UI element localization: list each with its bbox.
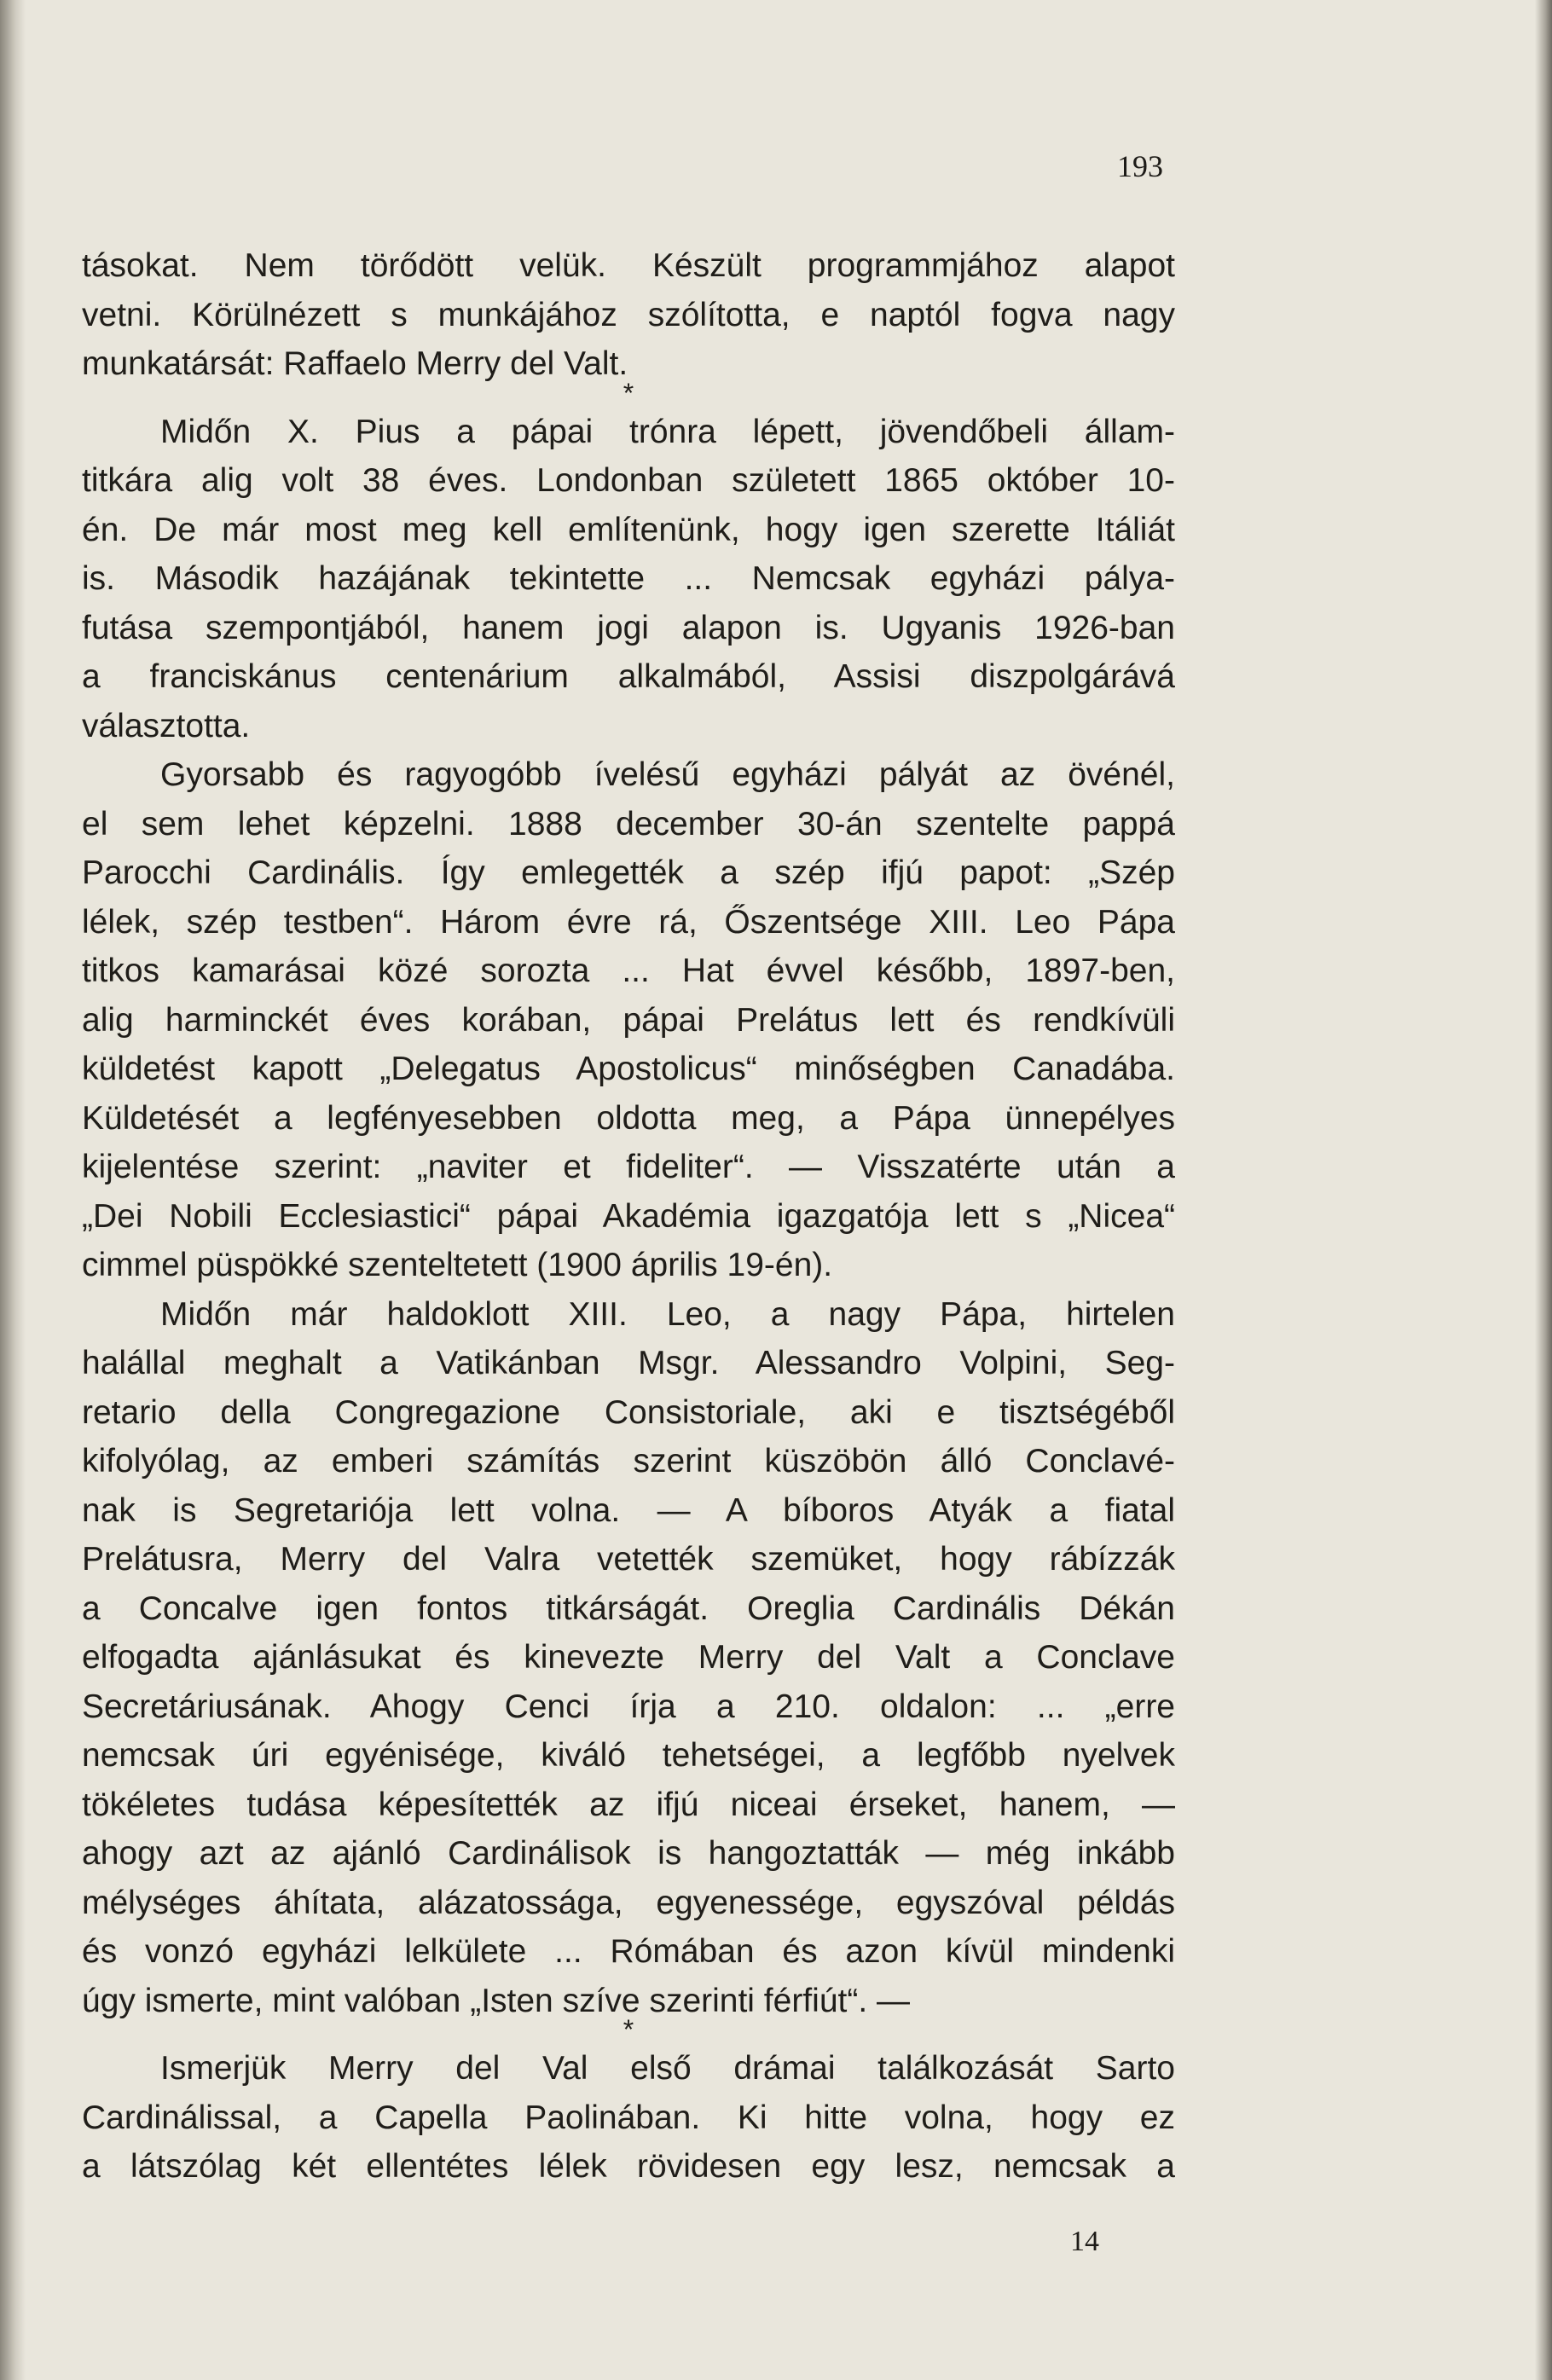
text-line: ahogy azt az ajánló Cardinálisok is hangoztatták — még inkább (82, 1835, 1175, 1872)
text-line: futása szempontjából, hanem jogi alapon is. Ugyanis 1926-ban (82, 609, 1175, 646)
page-left-shadow (0, 0, 26, 2380)
text-line: Parocchi Cardinális. Így emlegették a szép ifjú papot: „Szép (82, 854, 1175, 891)
text-line: „Dei Nobili Ecclesiastici“ pápai Akadémia igazgatója lett s „Nicea“ (82, 1197, 1175, 1235)
text-line: kijelentése szerint: „naviter et fideliter“. — Visszatérte után a (82, 1149, 1175, 1185)
text-line: tásokat. Nem törődött velük. Készült programmjához alapot (82, 247, 1175, 284)
text-line: is. Második hazájának tekintette ... Nemcsak egyházi pálya- (82, 560, 1175, 597)
text-line: mélységes áhítata, alázatossága, egyenessége, egyszóval példás (82, 1884, 1175, 1921)
text-line: Prelátusra, Merry del Valra vetették szemüket, hogy rábízzák (82, 1541, 1175, 1578)
text-line: Cardinálissal, a Capella Paolinában. Ki hitte volna, hogy ez (82, 2099, 1175, 2136)
text-line: küldetést kapott „Delegatus Apostolicus“ minőségben Canadába. (82, 1051, 1175, 1087)
text-line: Midőn X. Pius a pápai trónra lépett, jövendőbeli állam- (160, 413, 1175, 450)
text-line: el sem lehet képzelni. 1888 december 30-án szentelte pappá (82, 805, 1175, 843)
body-text (82, 241, 1175, 2192)
text-line: tökéletes tudása képesítették az ifjú niceai érseket, hanem, — (82, 1786, 1175, 1823)
text-line: elfogadta ajánlásukat és kinevezte Merry del Valt a Conclave (82, 1639, 1175, 1676)
page-right-shadow (1535, 0, 1552, 2380)
text-line: Gyorsabb és ragyogóbb ívelésű egyházi pályát az övénél, (160, 756, 1175, 793)
text-line: titkos kamarásai közé sorozta ... Hat évvel később, 1897-ben, (82, 953, 1175, 989)
text-line: úgy ismerte, mint valóban „Isten szíve szerinti férfiút“. — (82, 1982, 911, 2019)
text-line: vetni. Körülnézett s munkájához szólította, e naptól fogva nagy (82, 296, 1175, 333)
section-separator: * (623, 377, 634, 408)
text-line: Küldetését a legfényesebben oldotta meg, a Pápa ünnepélyes (82, 1099, 1175, 1137)
page-number: 193 (1117, 149, 1163, 183)
text-line: Midőn már haldoklott XIII. Leo, a nagy Pápa, hirtelen (160, 1295, 1175, 1333)
text-line: én. De már most meg kell említenünk, hogy igen szerette Itáliát (82, 511, 1175, 548)
text-line: és vonzó egyházi lelkülete ... Rómában és azon kívül mindenki (82, 1933, 1175, 1970)
text-line: retario della Congregazione Consistoriale, aki e tisztségéből (82, 1393, 1175, 1431)
text-line: Secretáriusának. Ahogy Cenci írja a 210. oldalon: ... „erre (82, 1688, 1175, 1725)
text-line: alig harminckét éves korában, pápai Prelátus lett és rendkívüli (82, 1001, 1175, 1039)
text-line: titkára alig volt 38 éves. Londonban született 1865 október 10- (82, 462, 1175, 499)
text-line: kifolyólag, az emberi számítás szerint küszöbön álló Conclavé- (82, 1443, 1175, 1480)
text-line: nak is Segretariója lett volna. — A bíboros Atyák a fiatal (82, 1491, 1175, 1529)
signature-mark: 14 (1070, 2226, 1099, 2257)
text-line: Ismerjük Merry del Val első drámai találkozását Sarto (160, 2050, 1175, 2087)
text-line: a Concalve igen fontos titkárságát. Oreglia Cardinális Dékán (82, 1590, 1175, 1627)
text-line: választotta. (82, 707, 251, 744)
section-separator: * (623, 2014, 634, 2045)
text-line: lélek, szép testben“. Három évre rá, Őszentsége XIII. Leo Pápa (82, 903, 1175, 941)
text-line: nemcsak úri egyénisége, kiváló tehetségei, a legfőbb nyelvek (82, 1737, 1175, 1774)
text-line: cimmel püspökké szenteltetett (1900 április 19-én). (82, 1247, 833, 1283)
text-line: a látszólag két ellentétes lélek rövidesen egy lesz, nemcsak a (82, 2148, 1175, 2185)
text-line: halállal meghalt a Vatikánban Msgr. Alessandro Volpini, Seg- (82, 1345, 1175, 1381)
text-line: a franciskánus centenárium alkalmából, Assisi diszpolgárává (82, 658, 1175, 695)
text-line: munkatársát: Raffaelo Merry del Valt. (82, 345, 628, 382)
